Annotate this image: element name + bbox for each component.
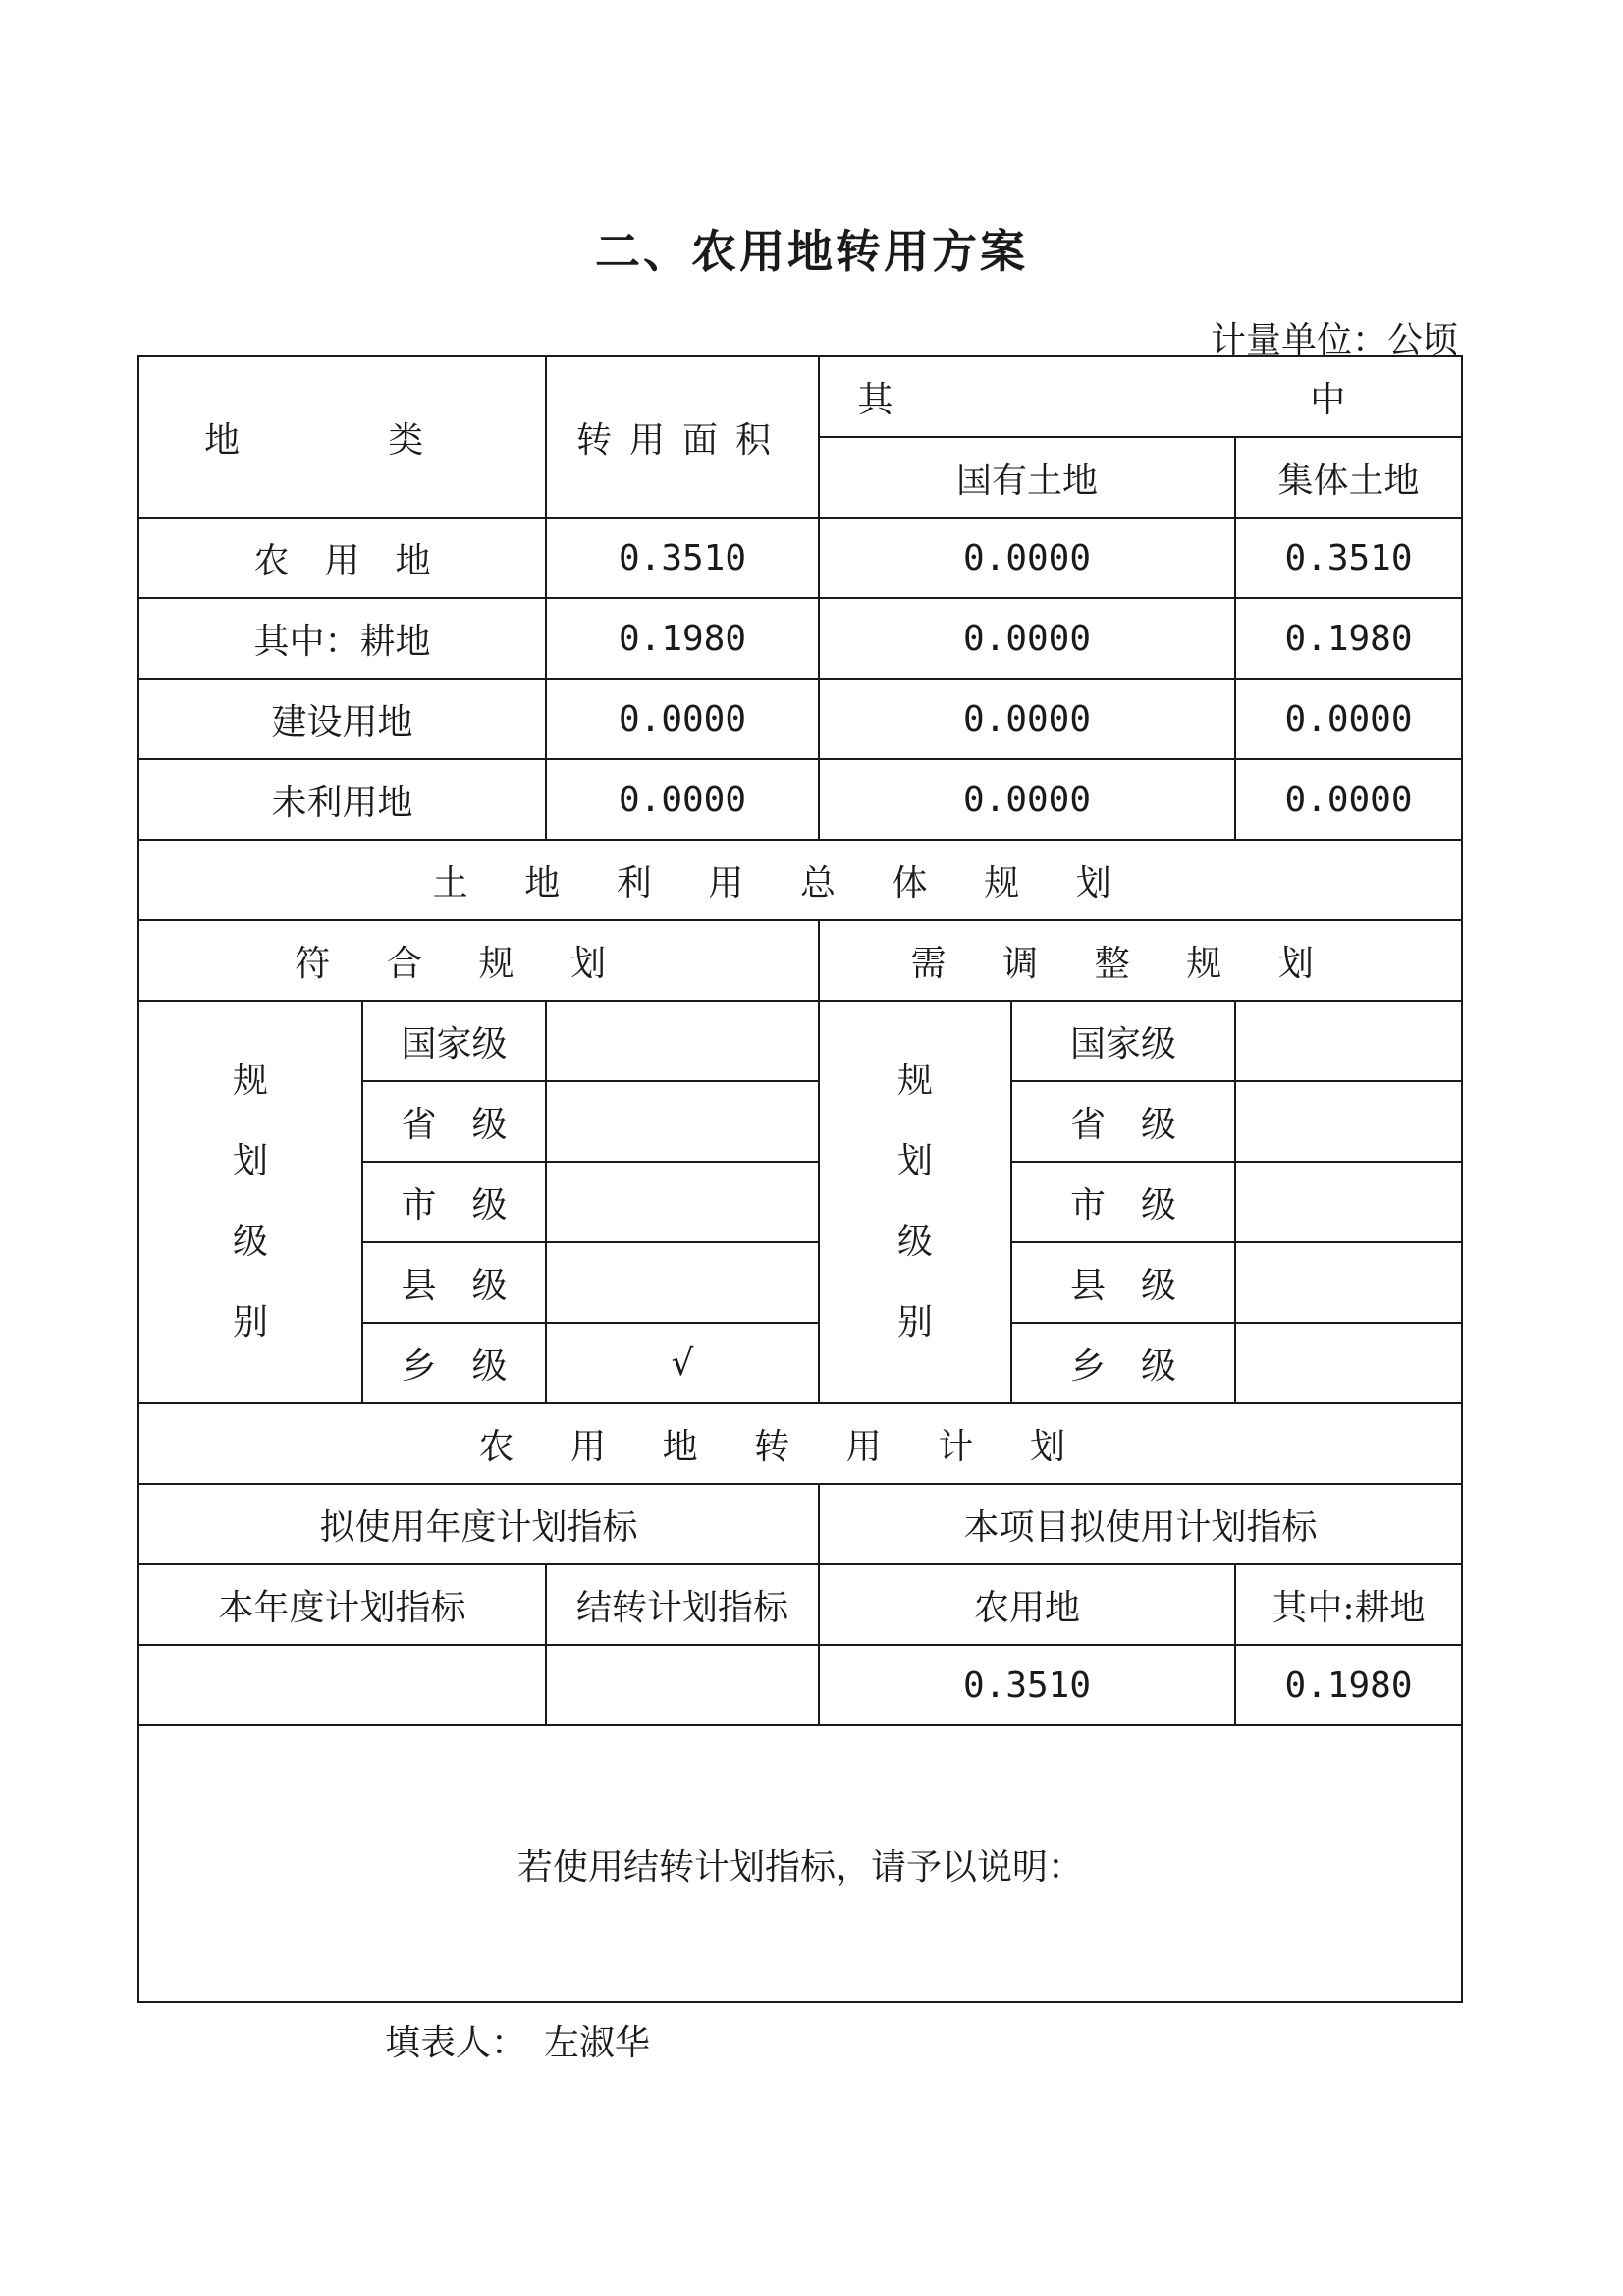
row-label: 未利用地	[138, 759, 546, 840]
annual-quota-header: 拟使用年度计划指标	[138, 1484, 819, 1564]
row-label: 其中：耕地	[138, 598, 546, 679]
carry-over-note	[138, 1725, 1462, 2002]
table-row	[138, 679, 1462, 759]
conforms-plan-header: 符合规划	[138, 920, 819, 1001]
table-row	[138, 518, 1462, 598]
adjust-mark-cell	[1235, 1001, 1462, 1081]
state-value: 0.0000	[819, 598, 1235, 679]
state-value: 0.0000	[819, 518, 1235, 598]
table-row	[138, 1001, 1462, 1081]
level-name: 县 级	[362, 1242, 546, 1323]
conversion-plan-title: 农用地转用计划	[138, 1403, 1462, 1484]
farmland-value: 0.3510	[819, 1645, 1235, 1725]
form-filler: 填表人： 左淑华	[385, 2023, 651, 2063]
level-name: 乡 级	[362, 1323, 546, 1403]
table-row	[138, 598, 1462, 679]
level-name: 市 级	[1011, 1162, 1235, 1242]
unit-label: 计量单位：公顷	[1210, 320, 1458, 360]
level-name: 乡 级	[1011, 1323, 1235, 1403]
conform-mark-cell: √	[546, 1323, 819, 1403]
level-name: 省 级	[362, 1081, 546, 1162]
this-year-quota-header: 本年度计划指标	[138, 1564, 546, 1645]
carry-over-quota-value	[546, 1645, 819, 1725]
state-value: 0.0000	[819, 759, 1235, 840]
conform-mark-cell	[546, 1162, 819, 1242]
level-name: 省 级	[1011, 1081, 1235, 1162]
arable-header: 其中:耕地	[1235, 1564, 1462, 1645]
adjust-mark-cell	[1235, 1242, 1462, 1323]
header-collective-land: 集体土地	[1235, 437, 1462, 518]
area-value: 0.1980	[546, 598, 819, 679]
arable-value: 0.1980	[1235, 1645, 1462, 1725]
header-converted-area: 转用面积	[546, 356, 819, 518]
plan-level-label-left: 规 划 级 别	[138, 1001, 362, 1403]
area-value: 0.3510	[546, 518, 819, 598]
collective-value: 0.3510	[1235, 518, 1462, 598]
row-label: 建设用地	[138, 679, 546, 759]
level-name: 国家级	[362, 1001, 546, 1081]
level-name: 国家级	[1011, 1001, 1235, 1081]
master-plan-title: 土地利用总体规划	[138, 840, 1462, 920]
project-quota-header: 本项目拟使用计划指标	[819, 1484, 1462, 1564]
header-land-type: 地 类	[138, 356, 546, 518]
level-name: 市 级	[362, 1162, 546, 1242]
collective-value: 0.0000	[1235, 679, 1462, 759]
plan-level-label-right: 规 划 级 别	[819, 1001, 1011, 1403]
needs-adjust-header: 需调整规划	[819, 920, 1462, 1001]
state-value: 0.0000	[819, 679, 1235, 759]
table-row	[138, 759, 1462, 840]
adjust-mark-cell	[1235, 1162, 1462, 1242]
area-value: 0.0000	[546, 679, 819, 759]
page-title: 二、农用地转用方案	[595, 225, 1028, 278]
table-row	[138, 1645, 1462, 1725]
collective-value: 0.1980	[1235, 598, 1462, 679]
collective-value: 0.0000	[1235, 759, 1462, 840]
this-year-quota-value	[138, 1645, 546, 1725]
header-of-which: 其 中	[819, 356, 1462, 437]
adjust-mark-cell	[1235, 1081, 1462, 1162]
area-value: 0.0000	[546, 759, 819, 840]
farmland-header: 农用地	[819, 1564, 1235, 1645]
conform-mark-cell	[546, 1001, 819, 1081]
header-state-land: 国有土地	[819, 437, 1235, 518]
conform-mark-cell	[546, 1081, 819, 1162]
level-name: 县 级	[1011, 1242, 1235, 1323]
carry-over-quota-header: 结转计划指标	[546, 1564, 819, 1645]
adjust-mark-cell	[1235, 1323, 1462, 1403]
row-label: 农 用 地	[138, 518, 546, 598]
conform-mark-cell	[546, 1242, 819, 1323]
note-label: 若使用结转计划指标，请予以说明：	[516, 1846, 1083, 1887]
conversion-form-table	[137, 355, 1463, 2003]
